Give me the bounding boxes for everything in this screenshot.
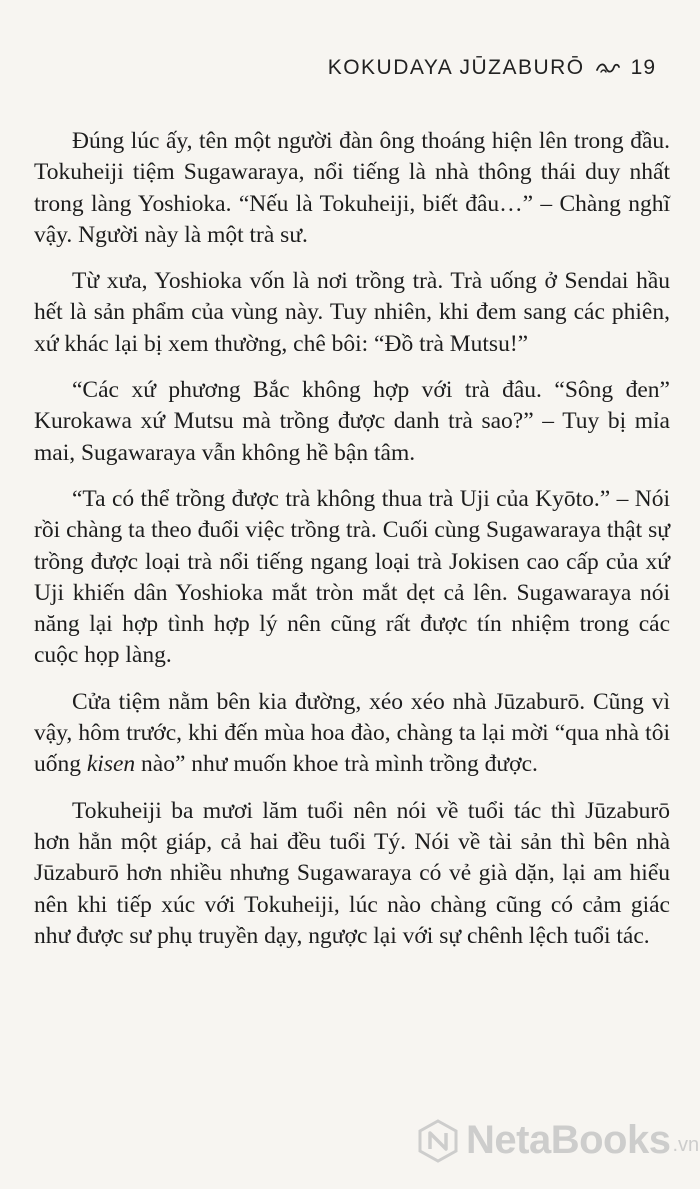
paragraph-5-italic-term: kisen: [86, 751, 136, 778]
watermark: [416, 1118, 699, 1163]
paragraph-4: “Ta có thể trồng được trà không thua trà Uji của Kyōto.” – Nói rồi chàng ta theo đuổi việc trồng trà. Cuối cùng Sugawaraya thật sự trồng được loại trà nổi tiếng ngang loại trà Jokisen cao cấp của xứ Uji khiến dân Yoshioka mắt tròn mắt dẹt cả lên. Sugawaraya nói năng lại hợp tình hợp lý nên cũng rất được tín nhiệm trong các cuộc họp làng.: [34, 485, 670, 669]
paragraph-6: Tokuheiji ba mươi lăm tuổi nên nói về tuổi tác thì Jūzaburō hơn hẳn một giáp, cả hai đều tuổi Tý. Nói về tài sản thì bên nhà Jūzaburō hơn nhiều nhưng Sugawaraya có vẻ già dặn, lại am hiểu nên khi tiếp xúc với Tokuheiji, lúc nào chàng cũng có cảm giác như được sư phụ truyền dạy, ngược lại với sự chênh lệch tuổi tác.: [34, 797, 670, 949]
paragraph-2: Từ xưa, Yoshioka vốn là nơi trồng trà. Trà uống ở Sendai hầu hết là sản phẩm của vùng này. Tuy nhiên, khi đem sang các phiên, xứ khác lại bị xem thường, chê bôi: “Đồ trà Mutsu!”: [34, 268, 670, 357]
paragraph-5-text-before: Cửa tiệm nằm bên kia đường, xéo xéo nhà Jūzaburō. Cũng vì vậy, hôm trước, khi đến mùa hoa đào, chàng ta lại mời “qua nhà tôi uống: [34, 688, 670, 778]
page-body: [34, 126, 670, 967]
paragraph-5-text-after: nào” như muốn khoe trà mình trồng được.: [135, 751, 538, 778]
netabooks-logo-icon: [416, 1119, 460, 1163]
paragraph-5: [34, 687, 670, 781]
paragraph-1: Đúng lúc ấy, tên một người đàn ông thoáng hiện lên trong đầu. Tokuheiji tiệm Sugawaraya, nổi tiếng là nhà thông thái duy nhất trong làng Yoshioka. “Nếu là Tokuheiji, biết đâu…” – Chàng nghĩ vậy. Người này là một trà sư.: [34, 128, 670, 248]
chapter-title: KOKUDAYA JŪZABURŌ: [327, 56, 585, 79]
swash-ornament-icon: [595, 61, 621, 75]
watermark-suffix: .vn: [672, 1134, 700, 1156]
watermark-text: NetaBooks: [466, 1118, 671, 1162]
running-header: [328, 56, 656, 80]
page-number: 19: [630, 56, 656, 79]
paragraph-3: “Các xứ phương Bắc không hợp với trà đâu. “Sông đen” Kurokawa xứ Mutsu mà trồng được danh trà sao?” – Tuy bị mỉa mai, Sugawaraya vẫn không hề bận tâm.: [34, 377, 670, 466]
